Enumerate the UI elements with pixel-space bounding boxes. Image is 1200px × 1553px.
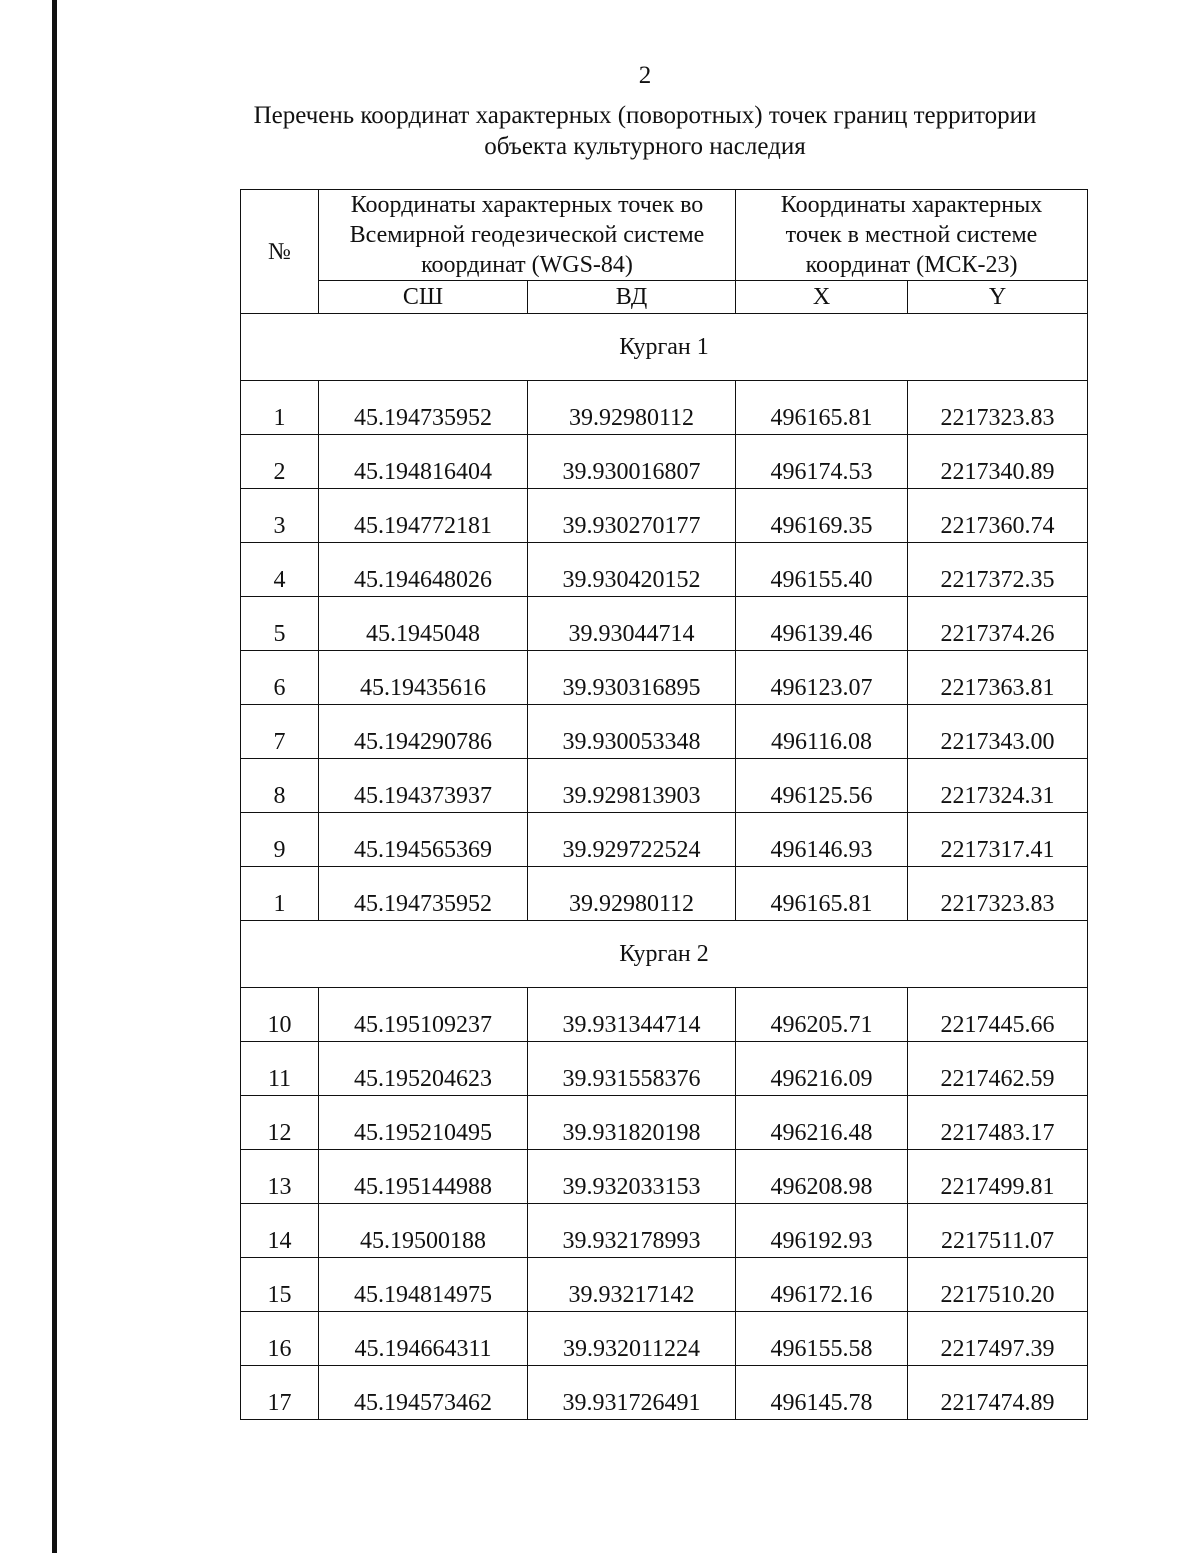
cell-longitude: 39.931726491 [528,1366,736,1420]
cell-y: 2217474.89 [908,1366,1088,1420]
document-title [200,100,1090,162]
table-row [241,435,1088,489]
cell-x: 496155.58 [736,1312,908,1366]
cell-number: 8 [241,759,319,813]
header-msk23-line: Координаты характерных [780,192,1043,218]
cell-latitude: 45.1945048 [319,597,528,651]
header-wgs84-line: Всемирной геодезической системе [349,222,705,248]
table-header [241,190,1088,314]
section-title: Курган 2 [241,921,1088,988]
cell-y: 2217317.41 [908,813,1088,867]
cell-number: 3 [241,489,319,543]
table-row [241,651,1088,705]
cell-latitude: 45.194664311 [319,1312,528,1366]
cell-latitude: 45.194373937 [319,759,528,813]
header-number: № [241,190,319,314]
document-title-line-2: объекта культурного наследия [484,133,806,160]
cell-latitude: 45.19500188 [319,1204,528,1258]
cell-x: 496216.48 [736,1096,908,1150]
table-row [241,1366,1088,1420]
table-row [241,988,1088,1042]
cell-number: 17 [241,1366,319,1420]
cell-latitude: 45.195204623 [319,1042,528,1096]
cell-x: 496125.56 [736,759,908,813]
cell-number: 10 [241,988,319,1042]
page-number: 2 [638,62,652,89]
cell-number: 2 [241,435,319,489]
cell-longitude: 39.930053348 [528,705,736,759]
cell-latitude: 45.195109237 [319,988,528,1042]
cell-number: 14 [241,1204,319,1258]
cell-latitude: 45.194735952 [319,381,528,435]
cell-x: 496165.81 [736,381,908,435]
header-x: X [736,281,908,314]
cell-y: 2217511.07 [908,1204,1088,1258]
cell-y: 2217323.83 [908,867,1088,921]
left-margin-bar [52,0,57,1553]
cell-number: 13 [241,1150,319,1204]
header-longitude: ВД [528,281,736,314]
cell-latitude: 45.195144988 [319,1150,528,1204]
header-y: Y [908,281,1088,314]
header-latitude: СШ [319,281,528,314]
cell-y: 2217372.35 [908,543,1088,597]
section-row [241,314,1088,381]
header-msk23 [736,190,1088,281]
table-row [241,813,1088,867]
cell-number: 6 [241,651,319,705]
cell-number: 1 [241,381,319,435]
cell-number: 7 [241,705,319,759]
cell-longitude: 39.932011224 [528,1312,736,1366]
cell-y: 2217462.59 [908,1042,1088,1096]
table-row [241,597,1088,651]
cell-latitude: 45.194290786 [319,705,528,759]
cell-longitude: 39.92980112 [528,381,736,435]
cell-y: 2217510.20 [908,1258,1088,1312]
cell-number: 11 [241,1042,319,1096]
cell-longitude: 39.932033153 [528,1150,736,1204]
cell-latitude: 45.194565369 [319,813,528,867]
cell-number: 16 [241,1312,319,1366]
cell-x: 496116.08 [736,705,908,759]
cell-y: 2217323.83 [908,381,1088,435]
cell-x: 496174.53 [736,435,908,489]
cell-y: 2217340.89 [908,435,1088,489]
table-row [241,381,1088,435]
table-row [241,1096,1088,1150]
cell-longitude: 39.93217142 [528,1258,736,1312]
cell-y: 2217324.31 [908,759,1088,813]
cell-y: 2217374.26 [908,597,1088,651]
header-msk23-line: координат (МСК-23) [805,252,1018,278]
table-row [241,867,1088,921]
cell-x: 496169.35 [736,489,908,543]
cell-x: 496155.40 [736,543,908,597]
cell-y: 2217360.74 [908,489,1088,543]
cell-x: 496192.93 [736,1204,908,1258]
cell-longitude: 39.930016807 [528,435,736,489]
cell-y: 2217483.17 [908,1096,1088,1150]
header-wgs84-line: Координаты характерных точек во [350,192,704,218]
cell-x: 496145.78 [736,1366,908,1420]
cell-longitude: 39.931344714 [528,988,736,1042]
cell-y: 2217497.39 [908,1312,1088,1366]
cell-longitude: 39.93044714 [528,597,736,651]
cell-number: 15 [241,1258,319,1312]
cell-longitude: 39.931820198 [528,1096,736,1150]
cell-x: 496123.07 [736,651,908,705]
section-row [241,921,1088,988]
cell-latitude: 45.195210495 [319,1096,528,1150]
cell-longitude: 39.932178993 [528,1204,736,1258]
cell-number: 5 [241,597,319,651]
cell-x: 496208.98 [736,1150,908,1204]
cell-latitude: 45.19435616 [319,651,528,705]
table-row [241,1258,1088,1312]
table-row [241,489,1088,543]
cell-longitude: 39.931558376 [528,1042,736,1096]
cell-longitude: 39.92980112 [528,867,736,921]
cell-x: 496205.71 [736,988,908,1042]
cell-y: 2217363.81 [908,651,1088,705]
cell-longitude: 39.929722524 [528,813,736,867]
table-row [241,1204,1088,1258]
cell-x: 496216.09 [736,1042,908,1096]
document-title-line-1: Перечень координат характерных (поворотных) точек границ территории [253,102,1037,129]
coordinates-table [240,189,1088,1420]
cell-x: 496146.93 [736,813,908,867]
cell-latitude: 45.194648026 [319,543,528,597]
header-msk23-line: точек в местной системе [785,222,1038,248]
cell-longitude: 39.930420152 [528,543,736,597]
cell-number: 4 [241,543,319,597]
cell-latitude: 45.194814975 [319,1258,528,1312]
cell-x: 496172.16 [736,1258,908,1312]
cell-longitude: 39.930316895 [528,651,736,705]
cell-longitude: 39.930270177 [528,489,736,543]
cell-y: 2217445.66 [908,988,1088,1042]
cell-latitude: 45.194573462 [319,1366,528,1420]
cell-number: 1 [241,867,319,921]
table-row [241,543,1088,597]
cell-x: 496165.81 [736,867,908,921]
table-row [241,759,1088,813]
table-row [241,1312,1088,1366]
section-title: Курган 1 [241,314,1088,381]
table-row [241,1042,1088,1096]
table-row [241,1150,1088,1204]
table-row [241,705,1088,759]
header-wgs84 [319,190,736,281]
cell-number: 9 [241,813,319,867]
table-body [241,314,1088,1420]
cell-latitude: 45.194735952 [319,867,528,921]
cell-number: 12 [241,1096,319,1150]
cell-latitude: 45.194772181 [319,489,528,543]
cell-x: 496139.46 [736,597,908,651]
cell-y: 2217343.00 [908,705,1088,759]
header-wgs84-line: координат (WGS-84) [421,252,633,278]
cell-latitude: 45.194816404 [319,435,528,489]
cell-longitude: 39.929813903 [528,759,736,813]
cell-y: 2217499.81 [908,1150,1088,1204]
